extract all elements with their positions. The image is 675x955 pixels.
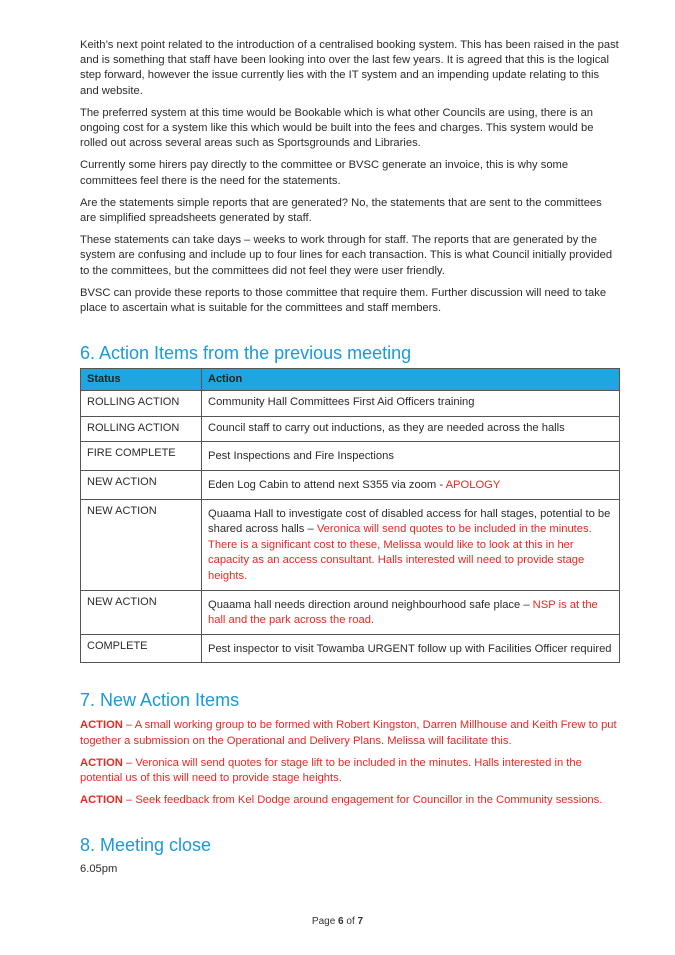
action-cell xyxy=(202,416,620,442)
action-note: APOLOGY xyxy=(445,479,501,492)
column-header-action: Action xyxy=(202,369,620,391)
table-row xyxy=(81,442,620,471)
section-heading-new-actions: 7. New Action Items xyxy=(80,690,240,711)
status-cell: NEW ACTION xyxy=(81,590,202,634)
action-items-table xyxy=(80,368,620,663)
action-cell xyxy=(202,590,620,634)
footer-page-of: of xyxy=(343,916,358,927)
meeting-close-time: 6.05pm xyxy=(80,863,118,876)
page-footer xyxy=(0,916,675,927)
action-text: – Veronica will send quotes for stage lift to be included in the minutes. Halls interested in the potential us of this will need to provide stage heights. xyxy=(80,756,582,784)
table-row xyxy=(81,499,620,590)
action-label: ACTION xyxy=(80,719,123,732)
section-heading-meeting-close: 8. Meeting close xyxy=(80,835,212,856)
column-header-status: Status xyxy=(81,369,202,391)
footer-page-number: 6 xyxy=(338,916,344,927)
status-cell: FIRE COMPLETE xyxy=(81,442,202,471)
status-cell: NEW ACTION xyxy=(81,471,202,500)
action-label: ACTION xyxy=(80,794,123,807)
status-cell: NEW ACTION xyxy=(81,499,202,590)
paragraph-bvsc-reports: BVSC can provide these reports to those committee that require them. Further discussion will need to take place to ascertain what is suitable for the committees and staff members. xyxy=(80,286,607,315)
table-row xyxy=(81,391,620,417)
paragraph-booking-system: Keith’s next point related to the introduction of a centralised booking system. This has been raised in the past and is something that staff have been looking into over the last few years. It is agreed that this is the logical step forward, however the issue currently lies with the IT system and an impending update relating to this and website. xyxy=(80,39,619,97)
action-text: Quaama Hall to investigate cost of disabled access for hall stages, potential to be shared across halls – xyxy=(208,507,611,536)
paragraph-statements-time: These statements can take days – weeks to work through for staff. The reports that are generated by the system are confusing and include up to four lines for each transaction. This is what Council initially provided to the committees, but the committees did not feel they were user friendly. xyxy=(80,234,613,277)
action-cell xyxy=(202,471,620,500)
action-cell xyxy=(202,391,620,417)
action-note: NSP is at the hall and the park across the road. xyxy=(208,598,598,627)
action-note: Veronica will send quotes to be included in the minutes. There is a significant cost to these, Melissa would like to look at this in her capacity as an access consultant. Halls interested will need to provide stage heights. xyxy=(208,523,592,582)
action-cell xyxy=(202,499,620,590)
status-cell: COMPLETE xyxy=(81,634,202,663)
action-text: Eden Log Cabin to attend next S355 via zoom - xyxy=(208,479,446,492)
new-action-item xyxy=(80,718,620,748)
action-text: – Seek feedback from Kel Dodge around engagement for Councillor in the Community sessions. xyxy=(122,794,603,807)
section-heading-previous-actions: 6. Action Items from the previous meeting xyxy=(80,343,412,364)
action-text: Quaama hall needs direction around neighbourhood safe place – xyxy=(208,598,533,611)
table-row xyxy=(81,634,620,663)
table-row xyxy=(81,590,620,634)
action-text: Community Hall Committees First Aid Officers training xyxy=(208,396,475,409)
page-content xyxy=(80,38,620,885)
action-cell xyxy=(202,634,620,663)
new-action-item xyxy=(80,793,620,808)
footer-page-total: 7 xyxy=(357,916,364,927)
footer-page-prefix: Page xyxy=(311,916,339,927)
action-text: Pest inspector to visit Towamba URGENT follow up with Facilities Officer required xyxy=(208,642,612,655)
status-cell: ROLLING ACTION xyxy=(81,416,202,442)
action-label: ACTION xyxy=(80,756,123,769)
action-text: – A small working group to be formed with Robert Kingston, Darren Millhouse and Keith Frew to put together a submission on the Operational and Delivery Plans. Melissa will facilitate this. xyxy=(80,719,617,747)
status-cell: ROLLING ACTION xyxy=(81,391,202,417)
table-row xyxy=(81,416,620,442)
paragraph-hirers: Currently some hirers pay directly to the committee or BVSC generate an invoice, this is why some committees feel there is the need for the statements. xyxy=(80,159,569,187)
action-text: Council staff to carry out inductions, as they are needed across the halls xyxy=(208,421,565,434)
action-cell xyxy=(202,442,620,471)
paragraph-statements-question: Are the statements simple reports that are generated? No, the statements that are sent to the committees are simplified spreadsheets generated by staff. xyxy=(80,196,602,225)
paragraph-bookable: The preferred system at this time would be Bookable which is what other Councils are using, there is an ongoing cost for a system like this which would be built into the fees and charges. This system would be rolled out across several areas such as Sportsgrounds and Libraries. xyxy=(80,106,594,150)
action-text: Pest Inspections and Fire Inspections xyxy=(208,450,394,463)
table-row xyxy=(81,471,620,500)
new-action-item xyxy=(80,756,620,786)
table-header-row xyxy=(81,369,620,391)
